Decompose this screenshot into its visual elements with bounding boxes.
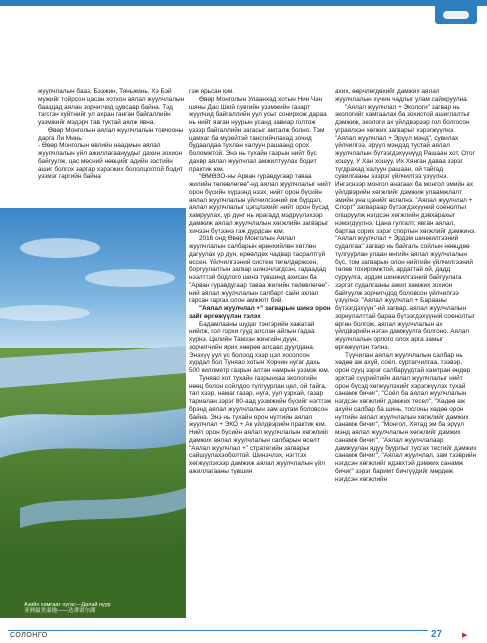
paragraph: Түүчилан аялал жуулчлалын салбар нь хөдөө аж ахуй, соёл, суртагчилгаа, тээвэр, орон сууц зэрэг салбаруудтай хамтран өндөр эрхтэй сүүрийтийн аялал жуулчлалыг нийт орон бүсэд хөгжүүлэхийг хэрэгжүүлэх тухай санамж бичиг", "Соёл ба аялал жуулчлалын нэгдсэн хөгжлийг дэмжих тесел", "Хөдөө аж ахуйн салбар ба шинь, тосгоны хөдөө орон нутгийн аялал жуулчлалын хөгжлийг дамжих санамж бичиг", "Монгол, Хятад эм ба эрүүл мэнд аялал жуулчлалын хөгжлийг дэмжих санамж бичиг", "Аялал жуулчлалаар дамжуулан ядуу буурлыг тусгах тесгийг дэмжих санамж бичиг", "Аялал жуулчлал, зам тээврийн нэгдсэн хөгжлийг идэвхтэй дэмжих санамж бичиг" зэрэг баримт бичгүүдийг мөрдөж нэгдсэн хөгжлийн [335,351,477,483]
photo-caption: Азийн хамгаат нугас—Далай нуур 亚洲最美湿地——达赉诺尔湖 [24,601,111,615]
magazine-name: СОЛОНГО [10,632,48,639]
text-column-1 [38,88,185,181]
paragraph: "Аялал жуулчлал + Экологи" загвар нь экологийг хамгаалах ба зохистой ашиглалтыг дэмжиж, экологи ах үйлдвэрээр гол болгосон уграялхэн хөгжих загварыг хэрэгжүүлнэ. "Аялал жуулчлал + Эрүүл мэнд", сувилах үйлчилгээ, эрүүл мэндэд тустай аялал жуулчлалын бүтээгдэхүүнүүд Рашаан хот, Отог хошуу, У Хан хошуу, Их Хянган даваа зэрэг түгдрахад халуун рашаан, ой тайгад сувилгааны эзэрэг үйлчилгээ үзүүлнэ. Ингэснээр монгол анагаах ба монгол эмийн ах үйлдвэрийн хөгжлийг дэмжиж улаамжлалт эмийн уна цэнийг өсгөлнэ. "Аялал жуулчлал + Спорт" загвараар бүтээгдэхүүний соенолтыг олшруулж нэгдсэн хөгжлийн дэвхарахыг нэмэгдүүлнэ. Цана гулгалт, явган аялал, бартаа сорих зэрэг спортын хөгжлийг дэмжинэ. "Аялал жуулчлал + Эрдэм шинжилгээний судалгаа" загвар нь байгаль сойлын нөөцдөө түлгуурлан улаан өнгийн аялал жуулчлалын бүс, том загварын олон нийтийн үйлчилгээний төлөв тохиромжтой, ардагтай ой, дадд суруулга, эрдэм шинжилгээний байгуулага зэргэт судалгааны ажил хамжих зохион байгуулж зорчигчдод боловсон үйлчилгээ үзүүлнэ. "Аялал жуулчлал + Барааны бүтээгдэхүүн"-ий загвар, аялал жуулчлалын зориулалттай бараа бүтээгдэхүүний соенолтыг өргөн болгож, аялал жуулчлалын ах үйлдвэрийн нэгэн дамжуулга болгоно. Аялал жуулчлалын орлого олох арга замыг өргөжүүлэн тэлнэ. [335,103,476,351]
text-column-2 [189,88,332,476]
next-page-arrow-icon: ▶ [462,632,468,639]
page-number: 27 [431,629,443,640]
paragraph: - Өвөр Монголын өвлийн наадмын аялал жуулчлалын үйл ажиллагаануудыг дахин зохион байгуулж, цас мөсний нөөцийг адийн зэстийн ашиг болгох заргар хэрэгжих бололцоотой бодит уэзмэг гаргийн байна [38,142,183,181]
paragraph: Өвөр Монголын Улаанхад хотын Нин Чэн шяны Дао Шюй сувгийн уэзмжийн газарт жуулчид байгаллийн уул усыг сонирхож дараа нь нийт яаган нуурын усанд завиар голтож уэзэр байгаллийн загасыг амталж болно. Тэм цамхаг ба музейтэй тансгийчлахад зочид будаалдаа тухлан халуун рашаанд орох боломжтой. Энэ нь тухайн газрын нийт бүс дахвр аялал жуулчлал амжилтуулах бодит практик юм. [189,95,327,173]
footer-rule [8,630,428,631]
paragraph: "ӨМӨЗО-ны Арван гуравдугаар таваа жилийн төлөвлөгөө"-нд аялал жуулчлалыг нийт орон бүсийн хүрээнд нээх, нийт орон бүсийн аялал жуулчлалын үйлчилгээний иж бүрдэл, аялал жуулчлалыг цэгцлэхийг нийт орон бүсэд хамруулах, үр дүнг нь ирагадд мэдрүүлэхээр дамжиж аялал жуулчлалын хөгжлийн загварыг хичээн бүтээнэ гэж дурдсан юм. [189,173,331,235]
paragraph: Туняао хот тухайн газрынхаа экологийн нөөц болон сойлдоо түлгуурлан цел, ой тайга, тал хээр, намаг газар, нуга, уул үзрхай, газар тариалан зэрэг 80-аад уэзмжийн бүсийг нэгтгэж брэнд аялал жуулчлалын зам шугам боловсон байна. Энэ нь тухайн орон нутгийн аялал жуулчлал + ЭКО + Ак үйлдвэрийн практик юм. Нийт орон бүсийн аялал жуулчлалын хөгжлийг дамжих аялал жуулчлалын салбарын өсөлт "Аялал жуулчлал +" стратегийн загварыг сайшуулахэоболтой. Шинэчлэх, нэгтгэх хөгжүүлэхээр дамжиж аялал жуулчлалын үйл ажиллагааны түвшин [189,374,332,475]
lake-wetland-photo [0,208,186,618]
magazine-logo [435,6,477,24]
top-accent-bar [0,0,487,6]
paragraph: гэж ярьсан юм. [189,88,234,95]
text-column-3 [335,88,477,483]
paragraph: Өвөр Монголын аялал жуулчлалын товчооны дарга Ли Минь: [38,126,184,142]
paragraph: ахих, өөрчлөгдөхийг дамжих аялал жуулчлалын хүчин чадлыг улам сайжруулна. [335,88,469,103]
paragraph: Бадамлааны шудаг тэнгэрийн хажатай нийлж, гол горхи гууд алслан айлын гадаа хүрнэ. Целийн Тамзэн жингийн дуун, зорчигчийн ярих хөөрөө алсаас дуулдана. Энэхүү уул ус болоод хээр цэл хосолсон хурдал бол Туняао хотын Хорчин нугаг дахь 500 километр газрын алтан намрын уэзмэк юм. [189,320,330,374]
paragraph: 2016 онд Өвөр Монголын Аялал жуулчлалын салбарын өрөнхийлөн хөтлөн дагуулах үр дүн, ерөөлдөх чадвар тасралтгүй өссен. Үйлчилгээний систем төгөлдөржсен, боргуулалтын загвар шинэчлэгдсэн, гадаадад нээлттэй бодлого шинэ түвшинд ахисан ба "Арван гуравдугаар таваа жилийн төлөвлөгөө"-ний аялал жуулчлалын салбарт сайн эхлал гарсан гаргах олон амжилт бий. [189,235,330,305]
section-heading: "Аялал жуулчлал +" загварын шинэ орон зайг өргөжүүлэн тэлэх [189,305,331,320]
paragraph: жуулчлалын бааз, Бээжин, Тяньжинь, Хэ Бэй мужийг тойрсон цасан хотхон аялал жуулчлалын бааздад аялан зорчигчид цувсаар байна. Тэд тэгсгэн хуйтнийг ул ахран ганган байгаллийн уэзмжийг мэдэрч тав туктай аялж явна. [38,88,185,126]
